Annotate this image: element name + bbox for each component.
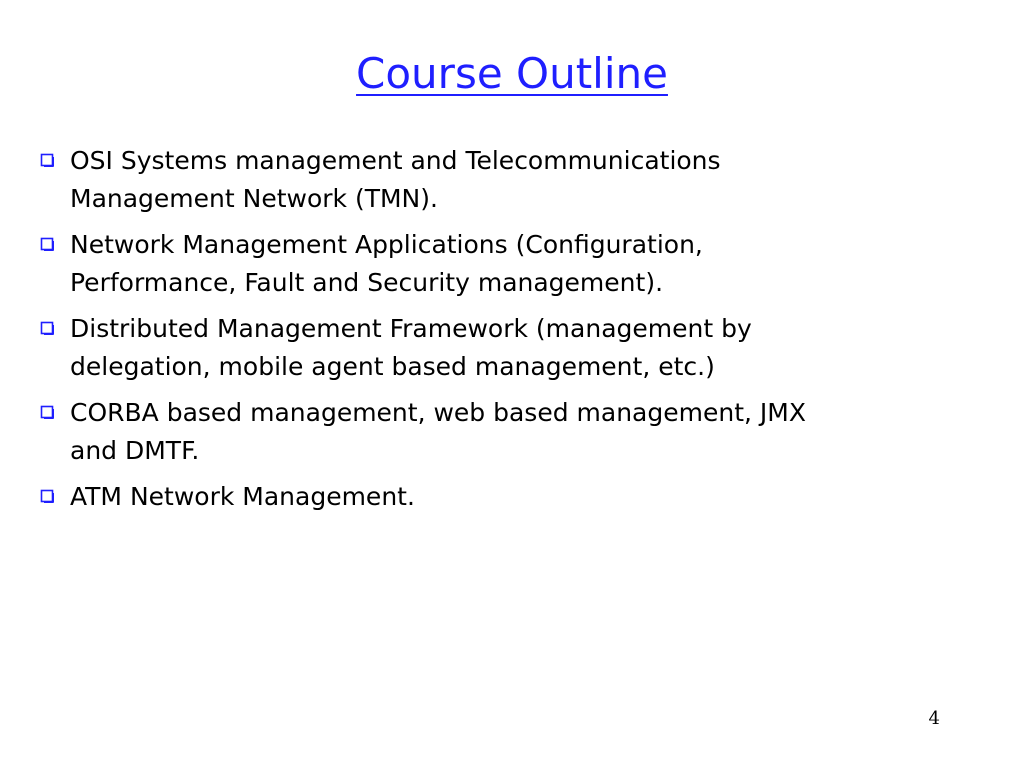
hollow-square-bullet-icon — [40, 153, 54, 167]
hollow-square-bullet-icon — [40, 321, 54, 335]
bullet-text: CORBA based management, web based management, JMX and DMTF. — [70, 398, 806, 465]
page-number: 4 — [928, 708, 940, 729]
bullet-item — [40, 310, 900, 386]
bullet-list — [40, 142, 900, 524]
bullet-item — [40, 142, 900, 218]
bullet-item — [40, 226, 900, 302]
bullet-item — [40, 394, 900, 470]
bullet-text: Distributed Management Framework (management by delegation, mobile agent based management, etc.) — [70, 314, 752, 381]
bullet-item — [40, 478, 900, 516]
slide-title: Course Outline — [356, 49, 668, 98]
bullet-text: Network Management Applications (Configuration, Performance, Fault and Security management). — [70, 230, 703, 297]
hollow-square-bullet-icon — [40, 237, 54, 251]
bullet-text: ATM Network Management. — [70, 482, 415, 511]
hollow-square-bullet-icon — [40, 489, 54, 503]
hollow-square-bullet-icon — [40, 405, 54, 419]
bullet-text: OSI Systems management and Telecommunications Management Network (TMN). — [70, 146, 721, 213]
